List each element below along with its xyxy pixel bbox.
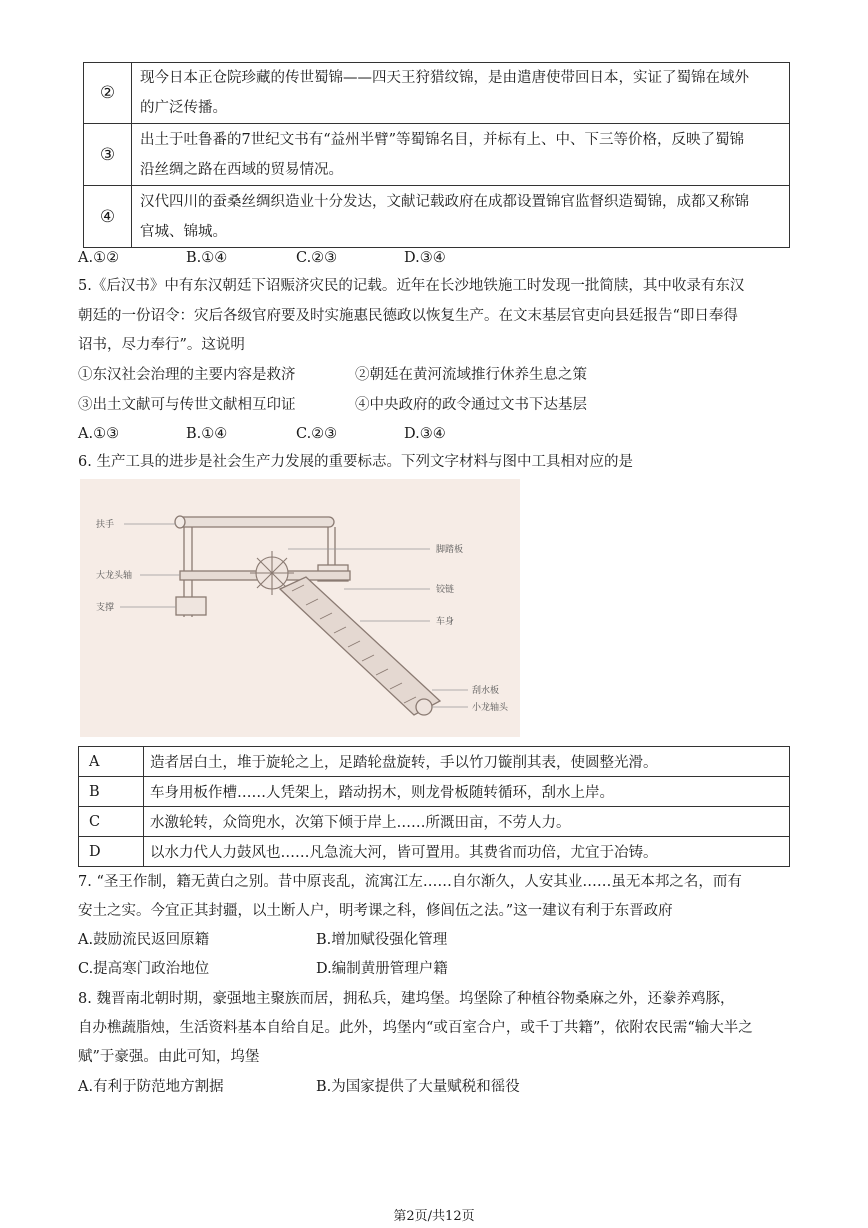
q5-choice-c: C.②③ bbox=[296, 426, 338, 442]
q5-stem-line: 朝廷的一份诏令：灾后各级官府要及时实施惠民德政以恢复生产。在文末基层官吏向县廷报告“即日奉得 bbox=[78, 308, 738, 324]
option-number: ④ bbox=[84, 186, 132, 248]
label-chain: 铰链 bbox=[436, 585, 455, 595]
q7-stem-line: 7. “圣王作制，籍无黄白之别。昔中原丧乱，流寓江左……自尔渐久，人安其业……虽无本邦之名，而有 bbox=[78, 874, 742, 890]
table-row bbox=[79, 777, 790, 807]
q5-stem-line: 5.《后汉书》中有东汉朝廷下诏赈济灾民的记载。近年在长沙地铁施工时发现一批简牍，其中收录有东汉 bbox=[78, 278, 745, 294]
q7-choice-c: C.提高寒门政治地位 bbox=[78, 961, 210, 977]
q8-stem-line: 8. 魏晋南北朝时期，豪强地主聚族而居，拥私兵，建坞堡。坞堡除了种植谷物桑麻之外，还豢养鸡豚， bbox=[78, 991, 735, 1007]
q6-options-table bbox=[78, 746, 790, 867]
table-row bbox=[84, 186, 790, 248]
q4-choice-b: B.①④ bbox=[186, 250, 228, 266]
label-support: 支撑 bbox=[96, 603, 115, 613]
q4-choice-d: D.③④ bbox=[404, 250, 446, 266]
q7-choice-a: A.鼓励流民返回原籍 bbox=[78, 932, 210, 948]
table-row bbox=[79, 747, 790, 777]
option-text: 造者居白土，堆于旋轮之上，足踏轮盘旋转，手以竹刀镟削其表，使圆整光滑。 bbox=[144, 747, 790, 777]
label-small-axle: 小龙轴头 bbox=[472, 703, 509, 713]
q5-choice-d: D.③④ bbox=[404, 426, 446, 442]
q5-stem-line: 诏书，尽力奉行”。这说明 bbox=[78, 337, 245, 353]
option-text: 汉代四川的蚕桑丝绸织造业十分发达，文献记载政府在成都设置锦官监督织造蜀锦，成都又称锦 官城、锦城。 bbox=[132, 186, 790, 248]
q5-choice-b: B.①④ bbox=[186, 426, 228, 442]
option-text: 以水力代人力鼓风也……凡急流大河，皆可置用。其费省而功倍，尤宜于冶铸。 bbox=[144, 837, 790, 867]
q5-statement: ②朝廷在黄河流域推行休养生息之策 bbox=[355, 367, 587, 383]
q4-choice-a: A.①② bbox=[78, 250, 120, 266]
q8-stem-line: 赋”于豪强。由此可知，坞堡 bbox=[78, 1049, 260, 1065]
q8-choice-b: B.为国家提供了大量赋税和徭役 bbox=[316, 1079, 520, 1095]
options-table bbox=[83, 62, 790, 248]
option-number: ③ bbox=[84, 124, 132, 186]
table-row bbox=[79, 837, 790, 867]
label-pedal: 脚踏板 bbox=[436, 545, 464, 555]
waterwheel-illustration bbox=[80, 479, 520, 737]
dragon-bone-waterwheel-figure bbox=[80, 479, 520, 737]
table-row bbox=[84, 63, 790, 124]
table-row bbox=[79, 807, 790, 837]
label-scraper: 刮水板 bbox=[472, 686, 500, 696]
page-number: 第2页/共12页 bbox=[393, 1209, 475, 1224]
option-key: A bbox=[79, 747, 144, 777]
option-key: D bbox=[79, 837, 144, 867]
option-text: 水激轮转，众筒兜水，次第下倾于岸上……所溉田亩，不劳人力。 bbox=[144, 807, 790, 837]
option-key: C bbox=[79, 807, 144, 837]
option-key: B bbox=[79, 777, 144, 807]
q4-choice-c: C.②③ bbox=[296, 250, 338, 266]
option-text: 车身用板作槽……人凭架上，踏动拐木，则龙骨板随转循环，刮水上岸。 bbox=[144, 777, 790, 807]
q6-stem: 6. 生产工具的进步是社会生产力发展的重要标志。下列文字材料与图中工具相对应的是 bbox=[78, 454, 633, 470]
q8-stem-line: 自办樵蔬脂烛，生活资料基本自给自足。此外，坞堡内“或百室合户，或千丁共籍”，依附农民需“输大半之 bbox=[78, 1020, 753, 1036]
q5-statement: ③出土文献可与传世文献相互印证 bbox=[78, 397, 296, 413]
label-body: 车身 bbox=[436, 617, 455, 627]
option-number: ② bbox=[84, 63, 132, 124]
q8-choice-a: A.有利于防范地方割据 bbox=[78, 1079, 224, 1095]
option-text: 现今日本正仓院珍藏的传世蜀锦——四天王狩猎纹锦，是由遣唐使带回日本，实证了蜀锦在域外 的广泛传播。 bbox=[132, 63, 790, 124]
q5-statement: ①东汉社会治理的主要内容是救济 bbox=[78, 367, 296, 383]
q7-choice-b: B.增加赋役强化管理 bbox=[316, 932, 448, 948]
q7-choice-d: D.编制黄册管理户籍 bbox=[316, 961, 448, 977]
option-text: 出土于吐鲁番的7世纪文书有“益州半臂”等蜀锦名目，并标有上、中、下三等价格，反映了蜀锦 沿丝绸之路在西域的贸易情况。 bbox=[132, 124, 790, 186]
q5-choice-a: A.①③ bbox=[78, 426, 120, 442]
q5-statement: ④中央政府的政令通过文书下达基层 bbox=[355, 397, 587, 413]
label-handrail: 扶手 bbox=[96, 520, 115, 530]
table-row bbox=[84, 124, 790, 186]
q7-stem-line: 安土之实。今宜正其封疆，以土断人户，明考课之科，修闾伍之法。”这一建议有利于东晋政府 bbox=[78, 903, 673, 919]
label-axle: 大龙头轴 bbox=[96, 571, 133, 581]
